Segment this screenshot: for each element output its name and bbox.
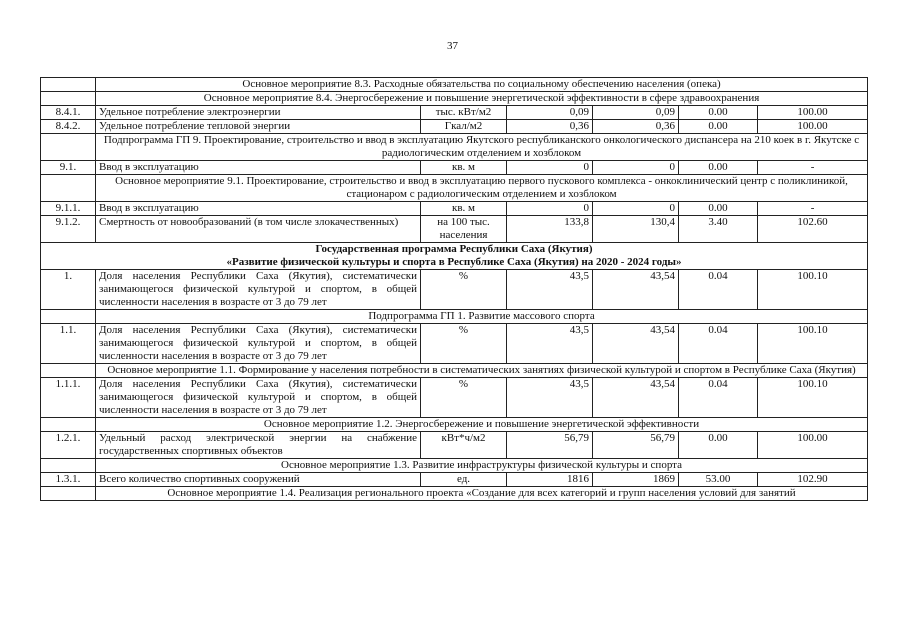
section-row <box>41 78 868 92</box>
percent: 100.10 <box>758 324 868 364</box>
unit: % <box>421 270 507 310</box>
deviation: 0.00 <box>679 432 758 459</box>
fact-value: 43,54 <box>593 270 679 310</box>
section-row <box>41 92 868 106</box>
table-row <box>41 270 868 310</box>
section-title: Подпрограмма ГП 9. Проектирование, строительство и ввод в эксплуатацию Якутского республиканского онкологического диспансера на 210 коек в г. Якутске с радиологическим отделением и хозблоком <box>96 134 868 161</box>
deviation: 0.04 <box>679 324 758 364</box>
deviation: 53.00 <box>679 473 758 487</box>
plan-value: 56,79 <box>507 432 593 459</box>
percent: 100.10 <box>758 378 868 418</box>
row-number: 1.1. <box>41 324 96 364</box>
percent: 102.60 <box>758 216 868 243</box>
fact-value: 0 <box>593 161 679 175</box>
indicators-table <box>40 77 868 501</box>
plan-value: 0 <box>507 161 593 175</box>
row-number: 9.1.1. <box>41 202 96 216</box>
table-row <box>41 120 868 134</box>
section-title: Подпрограмма ГП 1. Развитие массового спорта <box>96 310 868 324</box>
fact-value: 0,36 <box>593 120 679 134</box>
deviation: 0.00 <box>679 161 758 175</box>
percent: - <box>758 161 868 175</box>
plan-value: 43,5 <box>507 378 593 418</box>
indicator-name: Доля населения Республики Саха (Якутия), систематически занимающегося физической культурой и спортом, в общей численности населения в возрасте от 3 до 79 лет <box>96 270 421 310</box>
section-title: Основное мероприятие 9.1. Проектирование, строительство и ввод в эксплуатацию первого пускового комплекса - онкоклинический центр с поликлиникой, стационаром с радиологическим отделением и хозблоком <box>96 175 868 202</box>
table-row <box>41 106 868 120</box>
deviation: 0.00 <box>679 202 758 216</box>
section-row <box>41 310 868 324</box>
program-header-row <box>41 243 868 270</box>
indicator-name: Удельный расход электрической энергии на снабжение государственных спортивных объектов <box>96 432 421 459</box>
deviation: 0.04 <box>679 270 758 310</box>
row-number: 9.1.2. <box>41 216 96 243</box>
plan-value: 0 <box>507 202 593 216</box>
deviation: 0.00 <box>679 120 758 134</box>
indicator-name: Доля населения Республики Саха (Якутия), систематически занимающегося физической культурой и спортом, в общей численности населения в возрасте от 3 до 79 лет <box>96 378 421 418</box>
table-row <box>41 161 868 175</box>
table-row <box>41 202 868 216</box>
section-title: Основное мероприятие 8.4. Энергосбережение и повышение энергетической эффективности в сфере здравоохранения <box>96 92 868 106</box>
row-number: 9.1. <box>41 161 96 175</box>
section-row <box>41 487 868 501</box>
page-number: 37 <box>447 40 458 52</box>
deviation: 0.04 <box>679 378 758 418</box>
percent: - <box>758 202 868 216</box>
unit: кв. м <box>421 161 507 175</box>
unit: ед. <box>421 473 507 487</box>
indicator-name: Смертность от новообразований (в том числе злокачественных) <box>96 216 421 243</box>
unit: кв. м <box>421 202 507 216</box>
section-row <box>41 459 868 473</box>
section-title: Основное мероприятие 1.3. Развитие инфраструктуры физической культуры и спорта <box>96 459 868 473</box>
section-title: Основное мероприятие 1.1. Формирование у населения потребности в систематических занятиях физической культурой и спортом в Республике Саха (Якутия) <box>96 364 868 378</box>
deviation: 3.40 <box>679 216 758 243</box>
fact-value: 43,54 <box>593 378 679 418</box>
indicator-name: Удельное потребление электроэнергии <box>96 106 421 120</box>
section-row <box>41 175 868 202</box>
section-row <box>41 134 868 161</box>
section-title <box>96 487 868 501</box>
deviation: 0.00 <box>679 106 758 120</box>
fact-value: 0 <box>593 202 679 216</box>
row-number: 1.1.1. <box>41 378 96 418</box>
unit: тыс. кВт/м2 <box>421 106 507 120</box>
row-number: 8.4.1. <box>41 106 96 120</box>
percent: 102.90 <box>758 473 868 487</box>
fact-value: 0,09 <box>593 106 679 120</box>
program-title <box>41 243 868 270</box>
unit: % <box>421 378 507 418</box>
table-row <box>41 216 868 243</box>
table-row <box>41 324 868 364</box>
section-title: Основное мероприятие 8.3. Расходные обязательства по социальному обеспечению населения (опека) <box>96 78 868 92</box>
row-number: 1.3.1. <box>41 473 96 487</box>
unit: на 100 тыс. населения <box>421 216 507 243</box>
section-title-text: Основное мероприятие 1.4. Реализация регионального проекта «Создание для всех категорий и групп населения условий для занятий <box>167 487 796 499</box>
indicator-name: Ввод в эксплуатацию <box>96 161 421 175</box>
indicator-name: Всего количество спортивных сооружений <box>96 473 421 487</box>
indicator-name: Удельное потребление тепловой энергии <box>96 120 421 134</box>
section-title: Основное мероприятие 1.2. Энергосбережение и повышение энергетической эффективности <box>96 418 868 432</box>
program-title-line1: Государственная программа Республики Саха (Якутия) <box>315 243 593 255</box>
program-title-line2: «Развитие физической культуры и спорта в Республике Саха (Якутия) на 2020 - 2024 годы» <box>226 256 682 268</box>
percent: 100.10 <box>758 270 868 310</box>
percent: 100.00 <box>758 432 868 459</box>
row-number: 1. <box>41 270 96 310</box>
fact-value: 43,54 <box>593 324 679 364</box>
row-number: 1.2.1. <box>41 432 96 459</box>
plan-value: 0,09 <box>507 106 593 120</box>
plan-value: 0,36 <box>507 120 593 134</box>
table-row <box>41 432 868 459</box>
indicator-name: Ввод в эксплуатацию <box>96 202 421 216</box>
table-row <box>41 378 868 418</box>
plan-value: 43,5 <box>507 324 593 364</box>
unit: % <box>421 324 507 364</box>
percent: 100.00 <box>758 106 868 120</box>
table-row <box>41 473 868 487</box>
fact-value: 130,4 <box>593 216 679 243</box>
percent: 100.00 <box>758 120 868 134</box>
unit: кВт*ч/м2 <box>421 432 507 459</box>
section-row <box>41 418 868 432</box>
fact-value: 1869 <box>593 473 679 487</box>
unit: Гкал/м2 <box>421 120 507 134</box>
fact-value: 56,79 <box>593 432 679 459</box>
plan-value: 1816 <box>507 473 593 487</box>
plan-value: 133,8 <box>507 216 593 243</box>
section-row <box>41 364 868 378</box>
indicator-name: Доля населения Республики Саха (Якутия), систематически занимающегося физической культурой и спортом, в общей численности населения в возрасте от 3 до 79 лет <box>96 324 421 364</box>
row-number: 8.4.2. <box>41 120 96 134</box>
plan-value: 43,5 <box>507 270 593 310</box>
